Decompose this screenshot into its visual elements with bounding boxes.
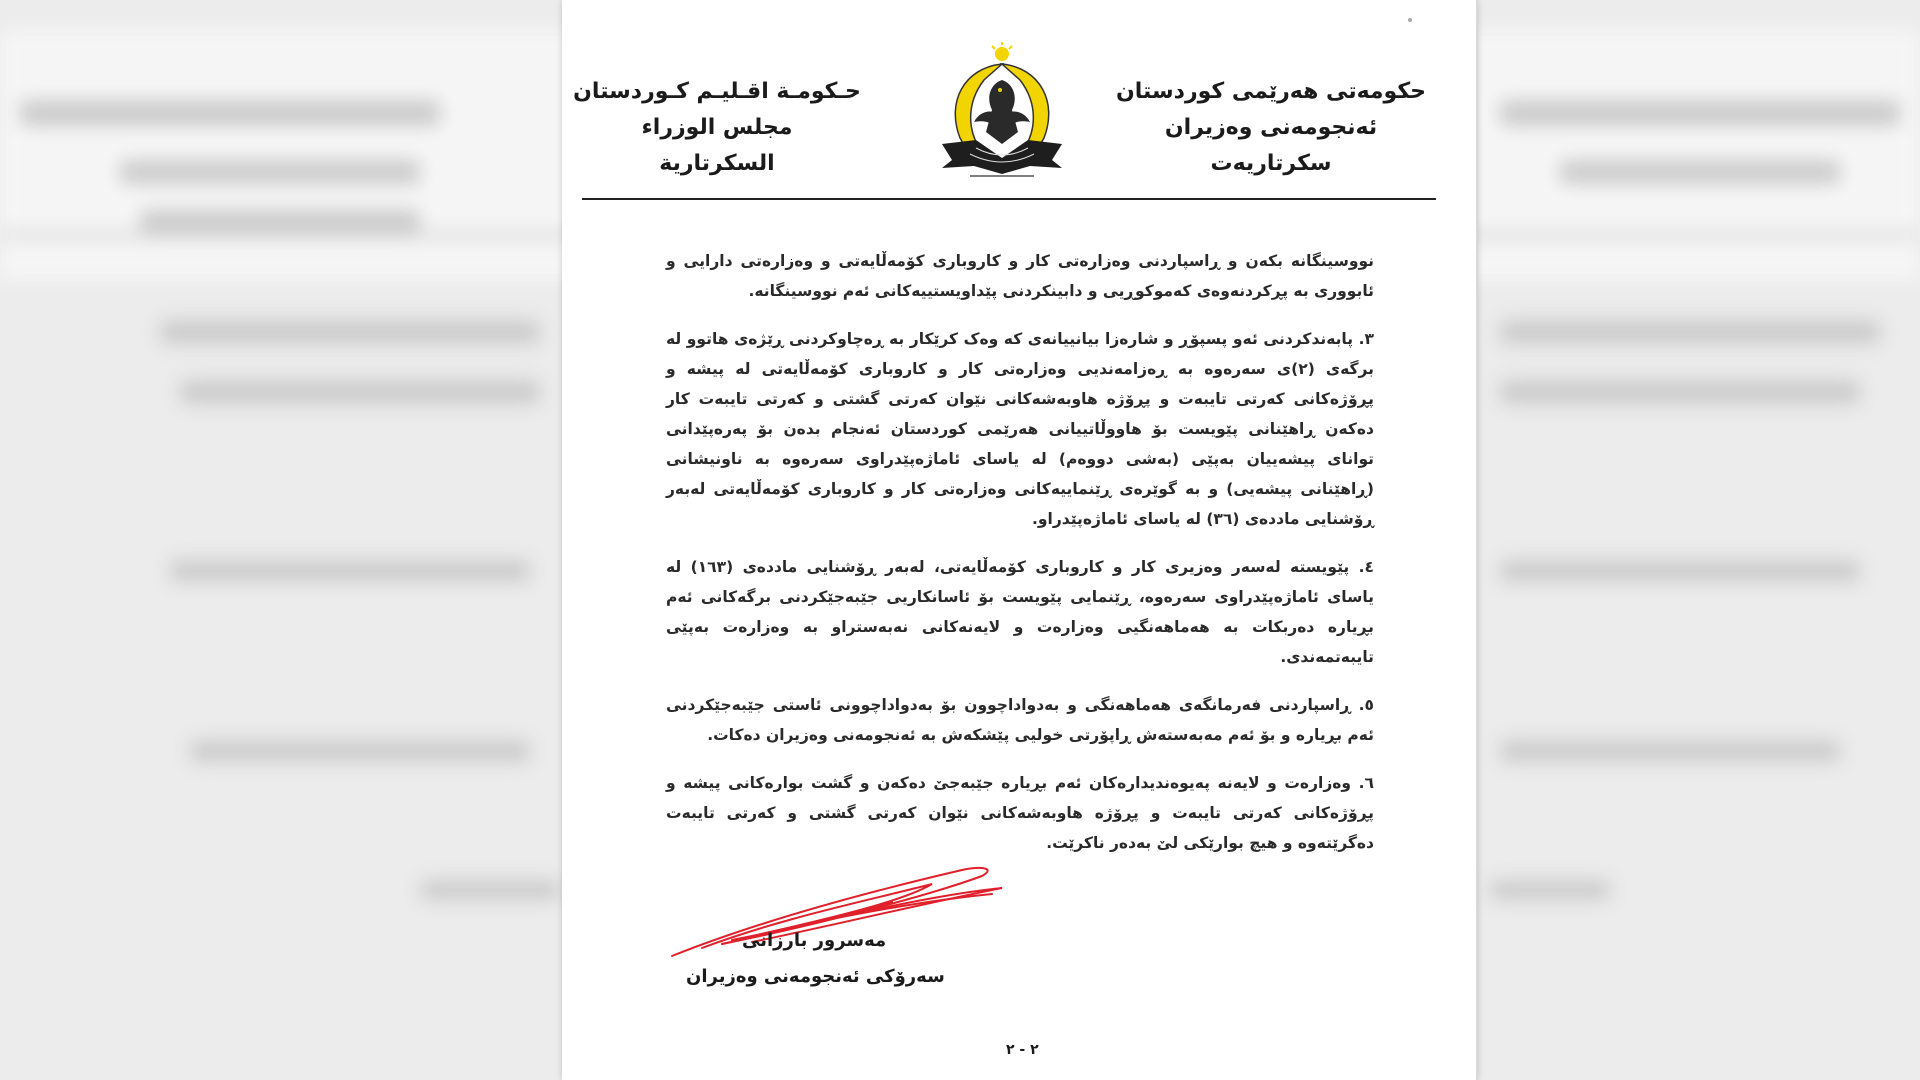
header-arabic-line-3: السكرتارية — [659, 151, 775, 176]
scan-speck — [1408, 18, 1412, 22]
letter-page — [562, 0, 1478, 1080]
signatory-title: سەرۆکی ئەنجومەنی وەزیران — [686, 966, 945, 987]
handwritten-signature — [662, 858, 1022, 968]
paragraph-6: ٦. وەزارەت و لایەنە پەیوەندیدارەکان ئەم بڕیارە جێبەجێ دەکەن و گشت بوارەکانی پیشە و پڕۆژەکانی کەرتی تایبەت و پڕۆژە هاوبەشەکانی نێوان کەرتی گشتی و کەرتی تایبەت دەگرێتەوە و هیچ بوارێکی لێ بەدەر ناکرێت. — [666, 774, 1374, 852]
kurdistan-emblem-icon — [920, 40, 1084, 178]
header-divider — [582, 198, 1436, 200]
paragraph-4: ٤. پێویستە لەسەر وەزیری کار و کاروباری کۆمەڵایەتی، لەبەر ڕۆشنایی ماددەی (١٦٣) لە یاسای ئاماژەپێدراوی سەرەوە، ڕێنمایی پێویست بۆ ئاسانکاریی جێبەجێکردنی برگەکانی ئەم بڕیارە دەربکات بە هەماهەنگیی وەزارەت و لایەنەکانی نەبەستراو بە وەزارەت بەپێی تایبەتمەندی. — [666, 558, 1374, 666]
paragraph-5: ٥. ڕاسپاردنی فەرمانگەی هەماهەنگی و بەدواداچوون بۆ بەدواداچوونی ئاستی جێبەجێکردنی ئەم بڕیارە و بۆ ئەم مەبەستەش ڕاپۆرتی خولیی پێشکەش بە ئەنجومەنی وەزیران دەکات. — [666, 696, 1374, 744]
header-kurdish-line-2: ئەنجومەنی وەزیران — [1164, 115, 1378, 140]
header-kurdish-line-1: حکومەتی هەرێمی کوردستان — [1116, 79, 1426, 104]
paragraph-3: ٣. پابەندکردنی ئەو پسپۆڕ و شارەزا بیانییانەی کە وەک کرێکار بە ڕەچاوکردنی ڕێژەی هاتوو لە برگەی (٢)ی سەرەوە بە ڕەزامەندیی وەزارەتی کار و کاروباری کۆمەڵایەتی لە پیشە و پڕۆژەکانی کەرتی تایبەت و پڕۆژە هاوبەشەکانی نێوان کەرتی گشتی و کەرتی تایبەت کار دەکەن ڕاهێنانی پێویست بۆ هاووڵاتییانی هەرێمی کوردستان ئەنجام بدەن بۆ پەرەپێدانی توانای پیشەییان بەپێی (بەشی دووەم) لە یاسای ئاماژەپێدراوی سەرەوە بە ناونیشانی (ڕاهێنانی پیشەیی) و بە گوێرەی ڕێنماییەکانی وەزارەتی کار و کاروباری کۆمەڵایەتی لەبەر ڕۆشنایی ماددەی (٣٦) لە یاسای ئاماژەپێدراو. — [666, 330, 1374, 528]
header-kurdish — [1106, 74, 1436, 182]
page-number: ٢ - ٢ — [1006, 1042, 1039, 1058]
header-arabic-line-2: مجلس الوزراء — [641, 115, 793, 140]
header-arabic-line-1: حـكومـة اقـليـم كـوردستان — [573, 79, 861, 104]
header-kurdish-line-3: سکرتاریەت — [1210, 151, 1332, 176]
signatory-name: مەسرور بارزانی — [742, 930, 887, 951]
letter-body — [666, 246, 1374, 876]
header-arabic — [572, 74, 862, 182]
paragraph-intro: نووسینگانە بکەن و ڕاسپاردنی وەزارەتی کار و کاروباری کۆمەڵایەتی و وەزارەتی دارایی و ئابووری بە پڕکردنەوەی کەموکوڕیی و دابینکردنی پێداویستییەکانی ئەم نووسینگانە. — [666, 252, 1374, 300]
